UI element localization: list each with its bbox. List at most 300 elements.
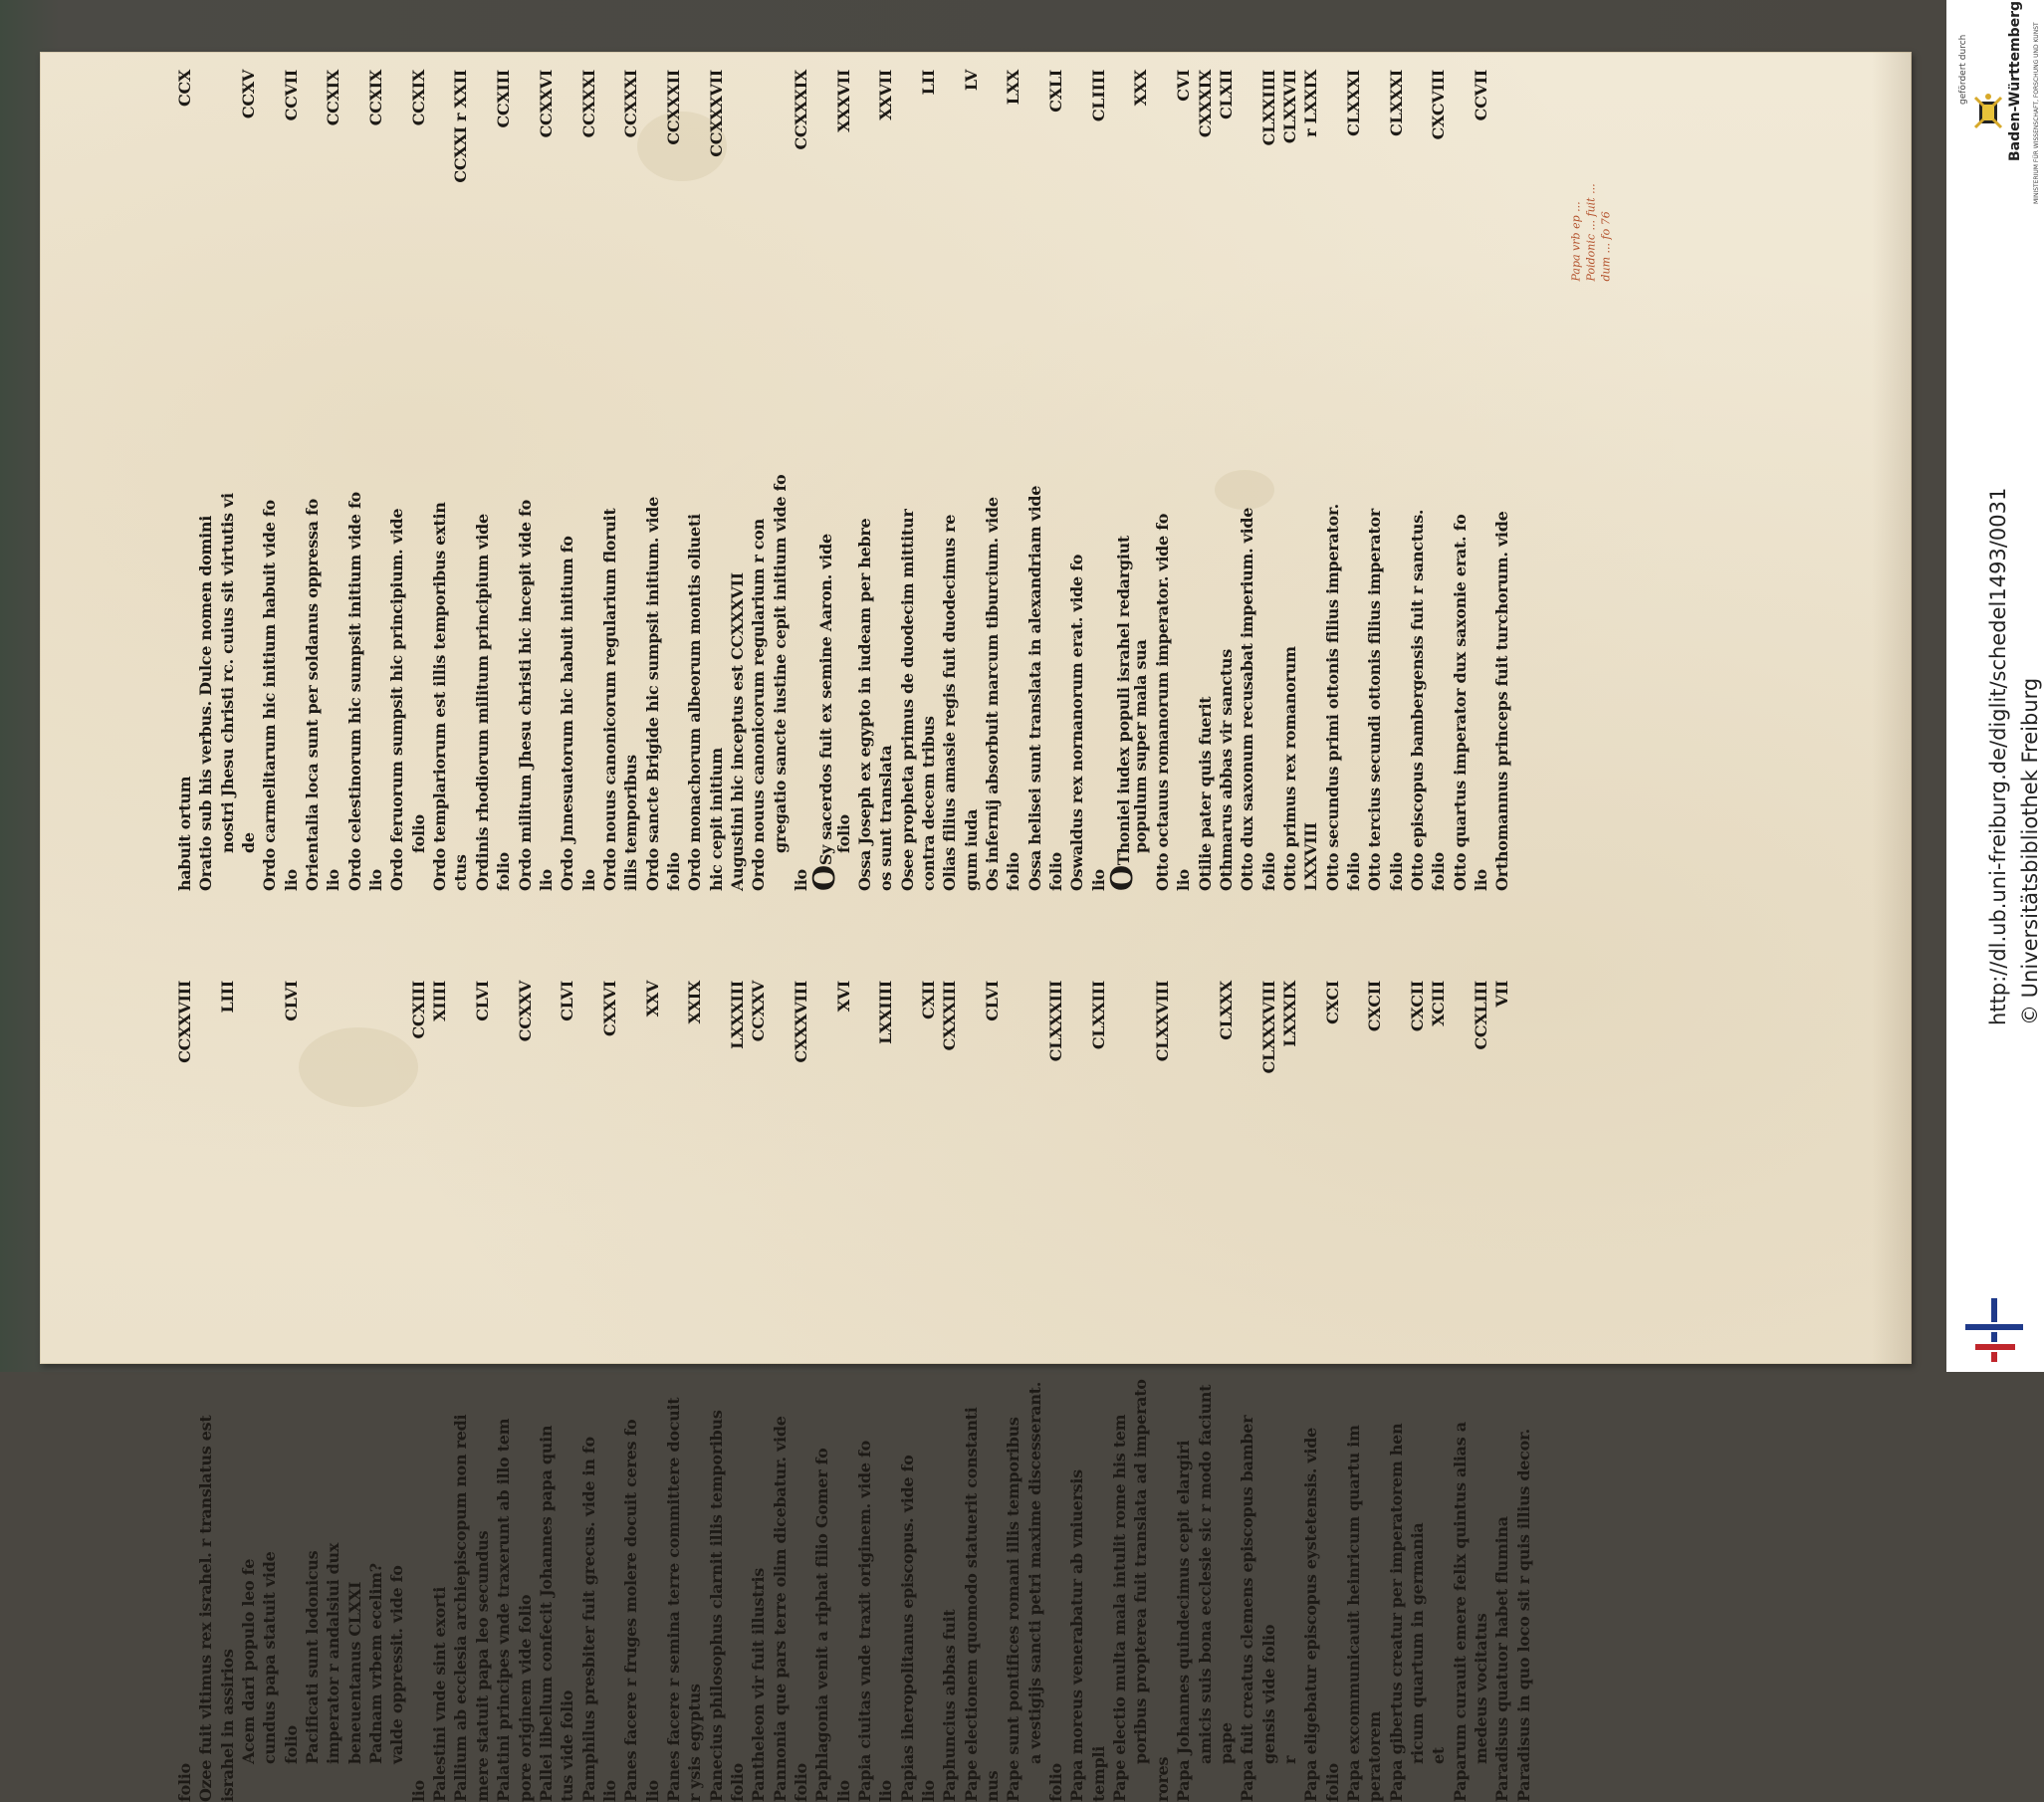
entry-text: lio	[599, 1780, 620, 1802]
entry-text: lio	[281, 869, 302, 891]
entry-text: Papa excommunicauit heinricum quartu im	[1343, 1425, 1364, 1802]
index-entry-line	[706, 70, 727, 891]
entry-text: Palestini vnde sint exorti	[429, 1587, 450, 1802]
index-entry-line	[1450, 981, 1471, 1802]
entry-text: Acem dari populo leo fe	[238, 1559, 259, 1764]
entry-text: folio	[1428, 852, 1449, 891]
folio-number: CCXLIII	[1471, 981, 1491, 1050]
index-entry-line	[1407, 981, 1428, 1802]
entry-text: contra decem tribus	[918, 716, 939, 891]
index-entry-line	[1279, 981, 1300, 1802]
folio-number: CCXXI r XXII	[450, 70, 471, 183]
folio-number: CLXII	[1216, 70, 1237, 119]
entry-text: peratorem	[1364, 1711, 1385, 1802]
index-entry-line	[833, 981, 854, 1802]
entry-text: folio	[663, 852, 684, 891]
index-entry-line	[770, 70, 791, 891]
entry-text: tus vide folio	[557, 1690, 577, 1802]
index-entry-line	[493, 70, 514, 891]
folio-number: XXIX	[684, 981, 705, 1024]
index-entry-line	[663, 981, 684, 1802]
index-entry-line	[620, 981, 641, 1802]
index-entry-line	[515, 70, 536, 891]
index-entry-line	[875, 981, 896, 1802]
entry-text: folio	[493, 852, 514, 891]
index-entry-line	[1024, 70, 1045, 891]
entry-text: lio	[323, 869, 343, 891]
entry-text: gum iuda	[961, 809, 982, 891]
index-entry-line	[1003, 70, 1023, 891]
folio-number: CLXXIII	[1088, 981, 1109, 1049]
entry-text: pape	[1216, 1722, 1237, 1764]
baden-wuerttemberg-crest-icon	[1973, 92, 2003, 131]
index-entry-line	[302, 981, 323, 1802]
entry-text: rores	[1152, 1757, 1173, 1802]
index-column-left	[174, 70, 1513, 891]
index-entry-line	[599, 70, 620, 891]
index-entry-line	[1109, 981, 1130, 1802]
index-entry-line	[599, 981, 620, 1802]
sponsor-ministry: MINISTERIUM FÜR WISSENSCHAFT, FORSCHUNG UND KUNST	[2033, 22, 2040, 204]
index-entry-line	[642, 981, 663, 1802]
entry-text: Paphuncius abbas fuit	[939, 1610, 960, 1802]
entry-text: Olias filius amasie regis fuit duodecimus re	[939, 515, 960, 891]
folio-number: CLXXIIII	[1258, 70, 1279, 145]
entry-text: folio	[174, 1763, 195, 1802]
index-entry-line	[1216, 70, 1237, 891]
index-entry-line	[1088, 981, 1109, 1802]
folio-number: CCXV	[238, 70, 259, 118]
entry-text: folio	[791, 1763, 811, 1802]
entry-text: folio	[833, 814, 854, 853]
index-entry-line	[1173, 70, 1194, 891]
index-entry-line	[1237, 981, 1257, 1802]
index-entry-line	[1513, 981, 1534, 1802]
entry-text: Ordo celestinorum hic sumpsit initium vide fo	[344, 492, 365, 891]
index-entry-line	[323, 70, 343, 891]
entry-text: Papa fuit creatus clemens episcopus bamber	[1237, 1416, 1257, 1802]
entry-text: cundus papa statuit vide	[259, 1552, 280, 1764]
entry-text: r ysis egyptus	[684, 1684, 705, 1802]
folio-number: CLXXXI	[1386, 70, 1407, 136]
index-entry-line	[791, 70, 811, 891]
folio-number: CXXXIX	[1195, 70, 1216, 137]
index-entry-line	[1003, 981, 1023, 1802]
entry-text: Pape electio multa mala intulit rome his tem	[1109, 1415, 1130, 1802]
folio-number: r LXXIX	[1300, 70, 1321, 137]
folio-number: LV	[961, 70, 982, 91]
entry-text: Osee propheta primus de duodecim mittitur	[897, 510, 918, 891]
entry-text: Oratio sub his verbus. Dulce nomen domini	[195, 516, 216, 891]
index-entry-line	[450, 70, 471, 891]
index-entry-line	[770, 981, 791, 1802]
entry-text: Ordo militum Jhesu christi hic incepit vide fo	[515, 500, 536, 891]
entry-text: Otto dux saxonum recusabat imperium. vide	[1237, 508, 1257, 891]
folio-number: CLXXXI	[1343, 70, 1364, 136]
entry-text: Papa eligebatur episcopus eystetensis. vide	[1300, 1428, 1321, 1802]
index-entry-line	[386, 981, 407, 1802]
index-entry-line	[748, 981, 769, 1802]
entry-text: lio	[578, 869, 599, 891]
folio-number: LXXXIII	[727, 981, 748, 1049]
entry-text: folio	[281, 1725, 302, 1764]
folio-number: XCIII	[1428, 981, 1449, 1026]
index-entry-line	[1130, 70, 1151, 891]
entry-text: Ordo templariorum est illis temporibus extin	[429, 502, 450, 891]
folio-number: CXXVI	[599, 981, 620, 1036]
folio-number: CLXXXVIII	[1258, 981, 1279, 1073]
index-entry-line	[1450, 70, 1471, 891]
index-entry-line	[557, 981, 577, 1802]
entry-text: Ordo sancte Brigide hic sumpsit initium. vide	[642, 497, 663, 891]
index-entry-line	[1471, 981, 1491, 1802]
funded-by-label: gefördert durch	[1958, 35, 1968, 105]
entry-text: gensis vide folio	[1258, 1625, 1279, 1764]
folio-number: CXXXIII	[939, 981, 960, 1050]
folio-number: CXCII	[1364, 981, 1385, 1031]
index-entry-line	[259, 981, 280, 1802]
entry-text: nus	[982, 1771, 1003, 1802]
index-entry-line	[323, 981, 343, 1802]
entry-text: Pape sunt pontifices romani illis temporibus	[1003, 1417, 1023, 1802]
index-entry-line	[429, 981, 450, 1802]
index-entry-line	[493, 981, 514, 1802]
entry-text: Papa gibertus creatur per imperatorem hen	[1386, 1424, 1407, 1802]
folio-number: CLIIII	[1088, 70, 1109, 121]
index-entry-line	[1428, 70, 1449, 891]
folio-number: CXCVIII	[1428, 70, 1449, 139]
index-entry-line	[706, 981, 727, 1802]
index-entry-line	[854, 70, 875, 891]
index-entry-line	[1491, 981, 1512, 1802]
index-entry-line	[833, 70, 854, 891]
folio-number: CCXXV	[515, 981, 536, 1041]
index-entry-line	[620, 70, 641, 891]
index-entry-line	[1364, 981, 1385, 1802]
folio-number: CCXXV	[748, 981, 769, 1041]
folio-number: CXXXVIII	[791, 981, 811, 1062]
entry-text: a vestigijs sancti petri maxime discesserant.	[1024, 1382, 1045, 1764]
entry-text: Paphlagonia venit a riphat filio Gomer fo	[811, 1448, 832, 1802]
entry-text: Ordo monachorum albeorum montis oliueti	[684, 514, 705, 891]
entry-text: hic cepit initium	[706, 748, 727, 891]
entry-text: Othmarus abbas vir sanctus	[1216, 649, 1237, 891]
entry-text: ctus	[450, 854, 471, 891]
index-entry-line	[217, 70, 238, 891]
entry-text: folio	[1322, 1763, 1343, 1802]
index-entry-line	[1045, 981, 1066, 1802]
entry-text: Pape electionem quomodo statuerit constanti	[961, 1407, 982, 1802]
index-column-right	[174, 981, 1534, 1802]
index-entry-line	[1216, 981, 1237, 1802]
entry-text: lio	[1173, 869, 1194, 891]
index-entry-line	[1279, 70, 1300, 891]
entry-text-rest: Sy sacerdos fuit ex semine Aaron. vide	[816, 534, 835, 865]
entry-text: Paradisus quatuor habet flumina	[1491, 1516, 1512, 1802]
entry-text: Padnam vrbem ecelim?	[365, 1563, 386, 1764]
index-entry-line	[578, 981, 599, 1802]
index-entry-line	[1045, 70, 1066, 891]
entry-text: beneuentanus CLXXI	[344, 1582, 365, 1764]
entry-text: folio	[1045, 852, 1066, 891]
entry-text: folio	[1386, 852, 1407, 891]
folio-number: CCXIX	[323, 70, 343, 125]
folio-number: CCXXVIII	[174, 981, 195, 1063]
index-entry-line	[791, 981, 811, 1802]
entry-text: gregatio sancte iustine cepit initium vide fo	[770, 475, 791, 853]
index-entry-line	[727, 981, 748, 1802]
folio-number: XVI	[833, 981, 854, 1012]
entry-text: lio	[1088, 869, 1109, 891]
entry-text: Palatini principes vnde traxerunt ab illo tem	[493, 1419, 514, 1802]
entry-text: Panes facere r semina terre committere docuit	[663, 1398, 684, 1802]
index-entry-line	[1322, 70, 1343, 891]
entry-text: ricum quartum in germania	[1407, 1523, 1428, 1764]
index-entry-line	[1491, 70, 1512, 891]
entry-text: Oswaldus rex nornanorum erat. vide fo	[1066, 555, 1087, 891]
folio-number: CCXIX	[408, 70, 429, 125]
index-entry-line	[1237, 70, 1257, 891]
entry-text: habuit ortum	[174, 777, 195, 891]
index-entry-line	[897, 981, 918, 1802]
index-entry-line	[939, 70, 960, 891]
index-entry-line	[1386, 70, 1407, 891]
folio-number: CCX	[174, 70, 195, 107]
index-entry-line	[1300, 981, 1321, 1802]
entry-text: Otto octauus romanorum imperator. vide fo	[1152, 514, 1173, 891]
manuscript-line: dum ... fo 76	[1599, 142, 1614, 282]
folio-number: CCVII	[281, 70, 302, 120]
index-entry-line	[1386, 981, 1407, 1802]
university-library-logo-icon	[1961, 1294, 2031, 1364]
entry-text: poribus propterea fuit translata ad imperato	[1130, 1379, 1151, 1764]
index-entry-line	[281, 70, 302, 891]
index-entry-line	[557, 70, 577, 891]
index-entry-line	[982, 70, 1003, 891]
index-entry-line	[1152, 70, 1173, 891]
folio-number: CLVI	[281, 981, 302, 1021]
entry-text: pore originem vide folio	[515, 1595, 536, 1802]
index-entry-line	[1152, 981, 1173, 1802]
index-entry-line	[217, 981, 238, 1802]
index-entry-line	[961, 70, 982, 891]
entry-text: Ozee fuit vltimus rex israhel. r translatus est	[195, 1416, 216, 1802]
manuscript-line: Papa vrb ep ...	[1569, 142, 1584, 282]
entry-text: Papias iheropolitanus episcopus. vide fo	[897, 1456, 918, 1802]
folio-number: CLXXX	[1216, 981, 1237, 1040]
entry-text: Ossa helisei sunt translata in alexandriam vide	[1024, 486, 1045, 891]
index-entry-line	[472, 981, 493, 1802]
entry-text: r	[1279, 1756, 1300, 1764]
index-entry-line	[1088, 70, 1109, 891]
index-entry-line	[684, 981, 705, 1802]
index-entry-line	[238, 70, 259, 891]
entry-text: amicis suis bona ecclesie sic r modo faciunt	[1195, 1385, 1216, 1764]
index-entry-line	[854, 981, 875, 1802]
folio-number: CCXXXII	[663, 70, 684, 145]
folio-number: CLXXVII	[1279, 70, 1300, 143]
entry-text: Panecius philosophus clarnit illis temporibus	[706, 1410, 727, 1802]
entry-text: Pantheleon vir fuit illustris	[748, 1568, 769, 1802]
folio-number: CCXIII	[408, 981, 429, 1039]
entry-text: Ossa Joseph ex egypto in iudeam per hebre	[854, 519, 875, 891]
index-entry-line	[918, 70, 939, 891]
entry-text: lio	[642, 1780, 663, 1802]
folio-number: LXX	[1003, 70, 1023, 105]
index-entry-line	[1300, 70, 1321, 891]
entry-text: templi	[1088, 1746, 1109, 1802]
folio-number: CCXXVI	[536, 70, 557, 137]
folio-number: CCXIII	[493, 70, 514, 128]
entry-text: Paradisus in quo loco sit r quis illius decor.	[1513, 1429, 1534, 1802]
entry-text: folio	[1258, 852, 1279, 891]
entry-text: illis temporibus	[620, 755, 641, 891]
index-entry-line	[684, 70, 705, 891]
folio-number: CVI	[1173, 70, 1194, 102]
entry-text: Pamphilus presbiter fuit grecus. vide in fo	[578, 1437, 599, 1802]
entry-text: Ordo feruorum sumpsit hic principium. vide	[386, 509, 407, 891]
entry-text: Augustini hic inceptus est CCXXXVII	[727, 572, 748, 891]
entry-text-rest: Thoniel iudex populi israhel redargiut	[1114, 536, 1133, 865]
entry-text: Papa Johannes quindecimus cepit elargiri	[1173, 1441, 1194, 1802]
folio-number: CCXXXI	[578, 70, 599, 137]
entry-text: lio	[791, 869, 811, 891]
index-entry-line	[939, 981, 960, 1802]
entry-text: Otto episcopus bambergensis fuit r sanctus.	[1407, 510, 1428, 891]
initial-letter: O	[814, 865, 835, 891]
entry-text: Pannonia que pars terre olim dicebatur. vide	[770, 1416, 791, 1802]
index-entry-line	[365, 70, 386, 891]
index-entry-line	[1343, 981, 1364, 1802]
folio-number: XXV	[642, 981, 663, 1016]
initial-letter: O	[1112, 865, 1133, 891]
entry-text: folio	[1003, 852, 1023, 891]
index-entry-line	[472, 70, 493, 891]
index-entry-line	[174, 981, 195, 1802]
folio-number: CXCI	[1322, 981, 1343, 1024]
index-entry-line	[578, 70, 599, 891]
index-entry-line	[982, 981, 1003, 1802]
index-entry-line	[1024, 981, 1045, 1802]
entry-text: Otto tercius secundi ottonis filius imperator	[1364, 509, 1385, 891]
folio-number: CCXXXIX	[791, 70, 811, 150]
index-entry-line	[663, 70, 684, 891]
index-entry-line	[408, 981, 429, 1802]
entry-text: Otilie pater quis fuerit	[1195, 697, 1216, 891]
index-entry-line	[1173, 981, 1194, 1802]
folio-number: CLXXXIII	[1045, 981, 1066, 1061]
index-entry-line	[259, 70, 280, 891]
entry-text: israhel in assirios	[217, 1649, 238, 1802]
index-entry-line	[450, 981, 471, 1802]
entry-text: imperator r andalsiui dux	[323, 1543, 343, 1764]
index-entry-line	[727, 70, 748, 891]
folio-number: CLVI	[472, 981, 493, 1021]
sponsor-name: Baden-Württemberg	[2007, 1, 2023, 161]
index-entry-line	[536, 70, 557, 891]
entry-text: Ordo Jnnesuatorum hic habuit initium fo	[557, 536, 577, 891]
entry-text: Ordinis rhodiorum militum principium vide	[472, 514, 493, 891]
index-entry-line	[1195, 70, 1216, 891]
folio-number: XXVII	[875, 70, 896, 120]
index-entry-line	[1364, 70, 1385, 891]
folio-number: XIIII	[429, 981, 450, 1021]
folio-number: CXII	[918, 981, 939, 1019]
entry-text: Otto secundus primi ottonis filius imperator.	[1322, 504, 1343, 891]
entry-text: os sunt translata	[875, 746, 896, 891]
entry-text: Pacificati sunt lodonicus	[302, 1551, 323, 1764]
entry-text: medeus vocitatus	[1471, 1614, 1491, 1764]
copyright-credit: © Universitätsbibliothek Freiburg	[2018, 678, 2042, 1025]
manuscript-line: Poidonic ... fuit ...	[1584, 142, 1599, 282]
folio-number: CLXXVIII	[1152, 981, 1173, 1061]
index-entry-line	[365, 981, 386, 1802]
index-entry-line	[897, 70, 918, 891]
index-entry-line	[174, 70, 195, 891]
index-entry-line	[238, 981, 259, 1802]
index-entry-line	[344, 981, 365, 1802]
folio-number: LXXIIII	[875, 981, 896, 1044]
entry-text: Otto primus rex romanorum	[1279, 646, 1300, 891]
index-entry-line	[1066, 70, 1087, 891]
index-entry-line	[1195, 981, 1216, 1802]
index-entry-line	[536, 981, 557, 1802]
index-entry-line	[1322, 981, 1343, 1802]
entry-text: folio	[1343, 852, 1364, 891]
entry-text: Ordo nouus canonicorum regularium floruit	[599, 509, 620, 891]
source-url-link[interactable]: http://dl.ub.uni-freiburg.de/diglit/schedel1493/0031	[1986, 488, 2010, 1025]
folio-number: XXXVII	[833, 70, 854, 132]
entry-text: lio	[1471, 869, 1491, 891]
index-entry-line	[1407, 70, 1428, 891]
entry-text: lio	[918, 1780, 939, 1802]
entry-text: folio	[408, 814, 429, 853]
folio-number: CCXXXI	[620, 70, 641, 137]
index-entry-line	[281, 981, 302, 1802]
folio-number: CCXIX	[365, 70, 386, 125]
entry-text: Pallei libellum confecit Johannes papa quin	[536, 1426, 557, 1802]
index-entry-line	[918, 981, 939, 1802]
index-entry-line	[429, 70, 450, 891]
index-entry-line	[195, 70, 216, 891]
entry-text: mere statuit papa leo secundus	[472, 1531, 493, 1802]
index-entry-line	[195, 981, 216, 1802]
entry-text: Paparum curauit emere felix quintus alias a	[1450, 1422, 1471, 1802]
folio-number: XXX	[1130, 70, 1151, 106]
index-entry-line	[302, 70, 323, 891]
entry-text: lio	[408, 1780, 429, 1802]
entry-text: valde oppressit. vide fo	[386, 1565, 407, 1764]
entry-text: lio	[536, 869, 557, 891]
index-entry-line	[1428, 981, 1449, 1802]
index-entry-line	[1471, 70, 1491, 891]
entry-text: nostri Jhesu christi rc. cuius sit virtutis vi	[217, 493, 238, 853]
entry-text: LXXVIII	[1300, 822, 1321, 891]
index-entry-line	[1109, 70, 1130, 891]
index-entry-line	[961, 981, 982, 1802]
entry-text: Papia ciuitas vnde traxit originem. vide fo	[854, 1441, 875, 1802]
index-entry-line	[1066, 981, 1087, 1802]
index-entry-line	[1258, 981, 1279, 1802]
folio-number: LII	[918, 70, 939, 95]
index-entry-line	[386, 70, 407, 891]
index-entry-line	[515, 981, 536, 1802]
folio-number: CCVII	[1471, 70, 1491, 120]
index-entry-line	[811, 981, 832, 1802]
entry-text: Orientalia loca sunt per soldanus oppressa fo	[302, 499, 323, 891]
folio-number: CLVI	[557, 981, 577, 1021]
entry-text: Pallium ab ecclesia archiepiscopum non redi	[450, 1415, 471, 1802]
